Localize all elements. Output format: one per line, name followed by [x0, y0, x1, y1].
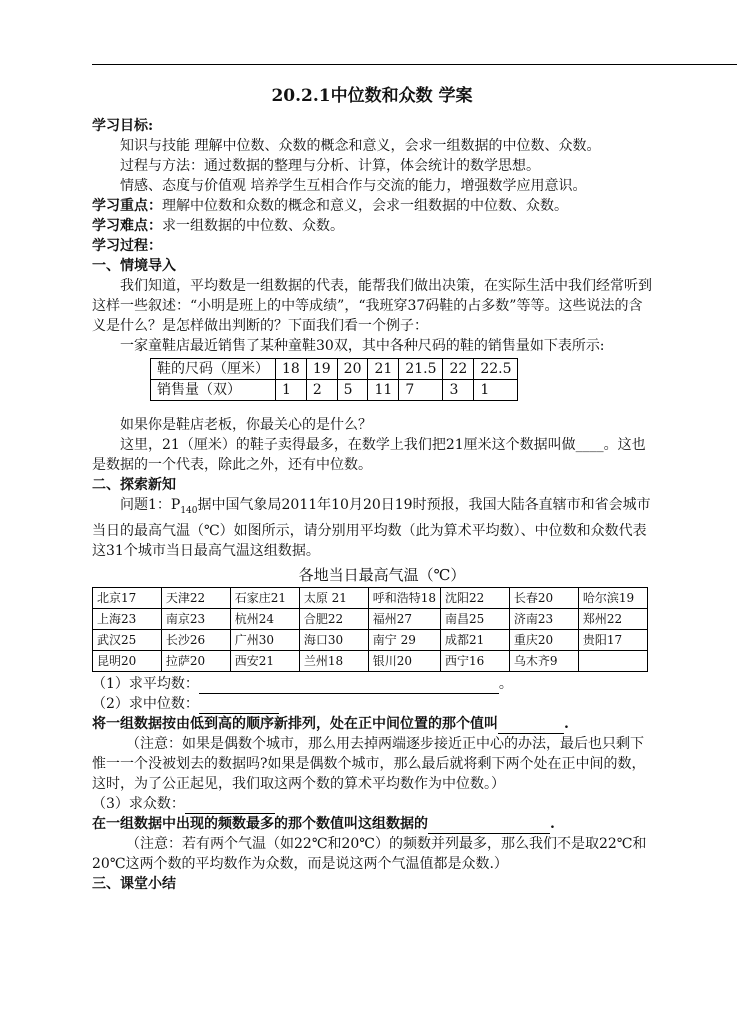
table-cell: 19: [306, 359, 337, 380]
table-cell: 呼和浩特18: [368, 587, 440, 608]
median-blank[interactable]: [199, 699, 279, 714]
table-cell: 西安21: [230, 650, 299, 671]
table-row: [151, 359, 518, 380]
table-cell: 哈尔滨19: [578, 587, 647, 608]
table-cell: 南宁 29: [368, 629, 440, 650]
table-cell: 长春20: [509, 587, 578, 608]
mode-blank[interactable]: [185, 799, 275, 814]
table-cell: 西宁16: [441, 650, 510, 671]
table-cell: 合肥22: [299, 608, 368, 629]
table-cell: 上海23: [93, 608, 162, 629]
table-cell: 杭州24: [230, 608, 299, 629]
table-row: [93, 629, 648, 650]
table-cell: 贵阳17: [578, 629, 647, 650]
table-cell: 南昌25: [441, 608, 510, 629]
table-cell: 销售量（双）: [151, 380, 276, 401]
shoe-size-table: [150, 358, 518, 401]
question1: [92, 495, 652, 561]
table-cell: 济南23: [509, 608, 578, 629]
average-end: 。: [498, 675, 513, 692]
question1-prefix: 问题1：P: [120, 497, 181, 513]
median-definition-text: 将一组数据按由低到高的顺序新排列，处在正中间位置的那个值叫: [92, 715, 498, 732]
table-row: [93, 650, 648, 671]
average-label: （1）求平均数：: [92, 675, 199, 692]
table-cell: 7: [399, 380, 443, 401]
goal-process: 过程与方法：通过数据的整理与分析、计算，体会统计的数学思想。: [120, 158, 540, 174]
section1-p3: 如果你是鞋店老板，你最关心的是什么？: [120, 417, 372, 433]
mode-definition: [92, 814, 652, 834]
key-point-label: 学习重点：: [92, 198, 162, 214]
difficulty-label: 学习难点：: [92, 218, 162, 234]
table-cell: 兰州18: [299, 650, 368, 671]
table-cell: 1: [474, 380, 518, 401]
city-table-caption: 各地当日最高气温（℃）: [298, 565, 466, 584]
table-cell: 福州27: [368, 608, 440, 629]
table-cell: 乌木齐9: [509, 650, 578, 671]
document-page: [92, 84, 652, 894]
table-row: [93, 608, 648, 629]
table-cell: 昆明20: [93, 650, 162, 671]
goal-knowledge: 知识与技能 理解中位数、众数的概念和意义，会求一组数据的中位数、众数。: [120, 138, 601, 154]
table-cell: 20: [337, 359, 368, 380]
table-cell: 3: [443, 380, 474, 401]
table-cell: 成都21: [441, 629, 510, 650]
table-cell: 鞋的尺码（厘米）: [151, 359, 276, 380]
table-cell: 2: [306, 380, 337, 401]
median-definition-end: .: [564, 715, 569, 732]
table-cell: 22.5: [474, 359, 518, 380]
section1-p1: 我们知道，平均数是一组数据的代表，能帮我们做出决策，在实际生活中我们经常听到这样一些叙述：“小明是班上的中等成绩”，“我班穿37码鞋的占多数”等等。这些说法的含义是什么？是怎样做出判断的？下面我们看一个例子：: [92, 278, 652, 334]
section1-p2: 一家童鞋店最近销售了某种童鞋30双，其中各种尺码的鞋的销售量如下表所示:: [120, 338, 605, 354]
mode-line: [92, 794, 652, 814]
table-cell: 21.5: [399, 359, 443, 380]
mode-definition-text: 在一组数据中出现的频数最多的那个数值叫这组数据的: [92, 815, 428, 832]
median-definition: [92, 714, 652, 734]
key-point-text: 理解中位数和众数的概念和意义，会求一组数据的中位数、众数。: [162, 198, 568, 214]
table-cell: 广州30: [230, 629, 299, 650]
table-cell: 太原 21: [299, 587, 368, 608]
difficulty: [92, 216, 652, 236]
table-cell: 5: [337, 380, 368, 401]
key-point: [92, 196, 652, 216]
goals-heading: 学习目标:: [92, 118, 154, 134]
table-cell: 重庆20: [509, 629, 578, 650]
table-cell: 石家庄21: [230, 587, 299, 608]
section2-heading: 二、探索新知: [92, 477, 176, 493]
table-cell: 长沙26: [161, 629, 230, 650]
table-cell: 天津22: [161, 587, 230, 608]
process-heading: 学习过程：: [92, 238, 162, 254]
table-cell: 11: [368, 380, 399, 401]
question1-page-sub: 140: [180, 505, 198, 516]
average-line: [92, 674, 652, 694]
difficulty-text: 求一组数据的中位数、众数。: [162, 218, 344, 234]
table-cell: 北京17: [93, 587, 162, 608]
median-note: （注意：如果是偶数个城市，那么用去掉两端逐步接近正中心的办法，最后也只剩下惟一一个没被划去的数据吗?如果是偶数个城市，那么最后就将剩下两个处在正中间的数，这时，为了公正起见，我们取这两个数的算术平均数作为中位数。）: [92, 735, 646, 792]
table-cell: 21: [368, 359, 399, 380]
section3-heading: 三、课堂小结: [92, 875, 176, 892]
table-cell: 海口30: [299, 629, 368, 650]
table-cell: 1: [276, 380, 307, 401]
table-cell: 沈阳22: [441, 587, 510, 608]
median-definition-blank[interactable]: [498, 719, 564, 734]
median-label: （2）求中位数：: [92, 695, 199, 712]
goal-attitude: 情感、态度与价值观 培养学生互相合作与交流的能力，增强数学应用意识。: [120, 178, 587, 194]
table-cell: [578, 650, 647, 671]
table-cell: 18: [276, 359, 307, 380]
table-cell: 南京23: [161, 608, 230, 629]
section1-p4: 这里，21（厘米）的鞋子卖得最多，在数学上我们把21厘米这个数据叫做____。这也是数据的一个代表，除此之外，还有中位数。: [92, 437, 646, 473]
mode-label: （3）求众数：: [92, 795, 185, 812]
table-cell: 22: [443, 359, 474, 380]
table-cell: 武汉25: [93, 629, 162, 650]
city-temperature-table: [92, 587, 648, 672]
header-rule: [92, 64, 737, 65]
median-line: [92, 694, 652, 714]
page-title: 20.2.1中位数和众数 学案: [271, 86, 473, 106]
table-cell: 郑州22: [578, 608, 647, 629]
section1-heading: 一、情境导入: [92, 258, 176, 274]
table-cell: 拉萨20: [161, 650, 230, 671]
mode-definition-blank[interactable]: [428, 819, 550, 834]
question1-text: 据中国气象局2011年10月20日19时预报，我国大陆各直辖市和省会城市当日的最高气温（℃）如图所示，请分别用平均数（此为算术平均数）、中位数和众数代表这31个城市当日最高气温这组数据。: [92, 497, 651, 559]
mode-note: （注意：若有两个气温（如22℃和20℃）的频数并列最多，那么我们不是取22℃和20℃这两个数的平均数作为众数，而是说这两个气温值都是众数.）: [92, 835, 647, 872]
table-row: [93, 587, 648, 608]
table-row: [151, 380, 518, 401]
mode-definition-end: .: [550, 815, 555, 832]
table-cell: 银川20: [368, 650, 440, 671]
average-blank[interactable]: [199, 679, 499, 694]
